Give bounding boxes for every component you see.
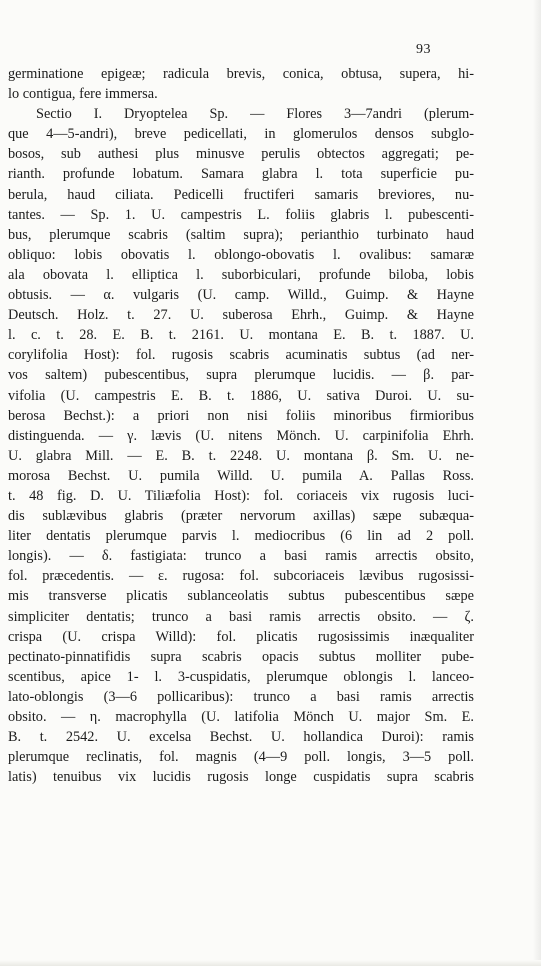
text-line: liter dentatis plerumque parvis l. mediocribus (6 lin ad 2 poll. [8,528,474,545]
text-line: fol. præcedentis. — ε. rugosa: fol. subcoriaceis lævibus rugosissi- [8,568,474,585]
text-line: que 4—5-andri), breve pedicellati, in glomerulos densos subglo- [8,126,474,143]
text-line: distinguenda. — γ. lævis (U. nitens Mönch. U. carpinifolia Ehrh. [8,427,474,444]
text-line: l. c. t. 28. E. B. t. 2161. U. montana E. B. t. 1887. U. [8,327,474,344]
text-line: simpliciter dentatis; trunco a basi ramis arrectis obsito. — ζ. [8,608,474,625]
body-text [8,64,474,787]
text-line: plerumque reclinatis, fol. magnis (4—9 poll. longis, 3—5 poll. [8,749,474,766]
text-line: morosa Bechst. U. pumila Willd. U. pumila A. Pallas Ross. [8,467,474,484]
text-line: lo contigua, fere immersa. [8,86,158,103]
text-line: t. 48 fig. D. U. Tiliæfolia Host): fol. coriaceis vix rugosis luci- [8,487,474,504]
page-edge-shadow [533,0,541,966]
text-line: ala obovata l. elliptica l. suborbiculari, profunde biloba, lobis [8,266,474,283]
text-line: tantes. — Sp. 1. U. campestris L. foliis glabris l. pubescenti- [8,206,474,223]
text-line: vos saltem) pubescentibus, supra plerumque lucidis. — β. par- [8,367,474,384]
text-line: corylifolia Host): fol. rugosis scabris acuminatis subtus (ad ner- [8,347,474,364]
text-line: bosos, sub authesi plus minusve perulis obtectos aggregati; pe- [8,146,474,163]
text-line: Sectio I. Dryoptelea Sp. — Flores 3—7andri (plerum- [36,106,474,123]
text-line: B. t. 2542. U. excelsa Bechst. U. hollandica Duroi): ramis [8,729,474,746]
text-line: longis). — δ. fastigiata: trunco a basi ramis arrectis obsito, [8,548,474,565]
text-line: obtusis. — α. vulgaris (U. camp. Willd., Guimp. & Hayne [8,287,474,304]
text-line: vifolia (U. campestris E. B. t. 1886, U. sativa Duroi. U. su- [8,387,474,404]
text-line: pectinato-pinnatifidis supra scabris opacis subtus molliter pube- [8,648,474,665]
text-line: berosa Bechst.): a priori non nisi foliis minoribus firmioribus [8,407,474,424]
text-line: latis) tenuibus vix lucidis rugosis longe cuspidatis supra scabris [8,769,474,786]
text-line: obsito. — η. macrophylla (U. latifolia Mönch U. major Sm. E. [8,709,474,725]
text-line: rianth. profunde lobatum. Samara glabra l. tota superficie pu- [8,166,474,183]
text-line: Deutsch. Holz. t. 27. U. suberosa Ehrh., Guimp. & Hayne [8,307,474,324]
text-line: dis sublævibus glabris (præter nervorum axillas) sæpe subæqua- [8,508,474,525]
text-line: lato-oblongis (3—6 pollicaribus): trunco a basi ramis arrectis [8,688,474,705]
page-number: 93 [416,42,431,57]
text-line: U. glabra Mill. — E. B. t. 2248. U. montana β. Sm. U. ne- [8,447,474,464]
text-line: berula, haud ciliata. Pedicelli fructiferi samaris breviores, nu- [8,186,474,203]
text-line: scentibus, apice 1- l. 3-cuspidatis, plerumque oblongis l. lanceo- [8,668,474,685]
text-line: germinatione epigeæ; radicula brevis, conica, obtusa, supera, hi- [8,66,474,82]
text-line: crispa (U. crispa Willd): fol. plicatis rugosissimis inæqualiter [8,628,474,645]
page-bottom-shadow [0,960,541,966]
text-line: obliquo: lobis obovatis l. oblongo-obovatis l. ovalibus: samaræ [8,246,474,263]
text-line: mis transverse plicatis sublanceolatis subtus pubescentibus sæpe [8,588,474,605]
text-line: bus, plerumque scabris (saltim supra); perianthio turbinato haud [8,226,474,243]
